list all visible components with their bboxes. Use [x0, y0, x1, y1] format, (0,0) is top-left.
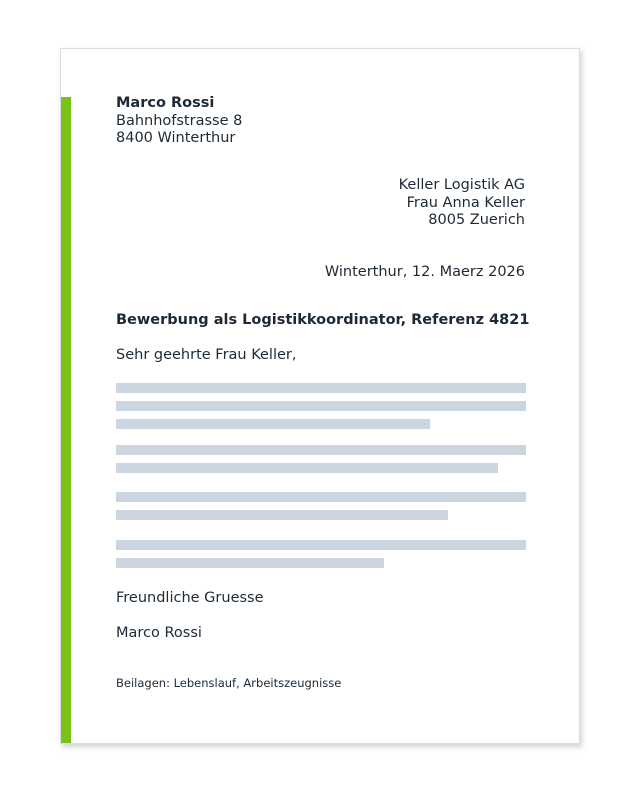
body-text-placeholder	[116, 558, 384, 568]
sender-name: Marco Rossi	[116, 95, 215, 111]
recipient-contact: Frau Anna Keller	[406, 194, 525, 211]
body-text-placeholder	[116, 463, 498, 473]
body-text-placeholder	[116, 419, 430, 429]
body-text-placeholder	[116, 383, 526, 393]
sender-city: 8400 Winterthur	[116, 130, 236, 146]
recipient-city: 8005 Zuerich	[428, 212, 525, 228]
body-text-placeholder	[116, 492, 526, 502]
letter-page	[60, 48, 580, 744]
letter-signature: Marco Rossi	[116, 625, 202, 641]
letter-date: Winterthur, 12. Maerz 2026	[324, 264, 525, 280]
accent-bar	[61, 97, 71, 743]
body-text-placeholder	[116, 510, 448, 520]
body-text-placeholder	[116, 401, 526, 411]
letter-subject: Bewerbung als Logistikkoordinator, Referenz 4821	[116, 312, 530, 328]
body-text-placeholder	[116, 540, 526, 550]
letter-enclosures: Beilagen: Lebenslauf, Arbeitszeugnisse	[116, 676, 342, 690]
letter-closing: Freundliche Gruesse	[116, 590, 264, 606]
recipient-block	[399, 177, 525, 230]
sender-street: Bahnhofstrasse 8	[116, 112, 243, 129]
letter-salutation: Sehr geehrte Frau Keller,	[116, 347, 297, 363]
recipient-company: Keller Logistik AG	[398, 177, 525, 193]
sender-block	[116, 95, 242, 148]
body-text-placeholder	[116, 445, 526, 455]
